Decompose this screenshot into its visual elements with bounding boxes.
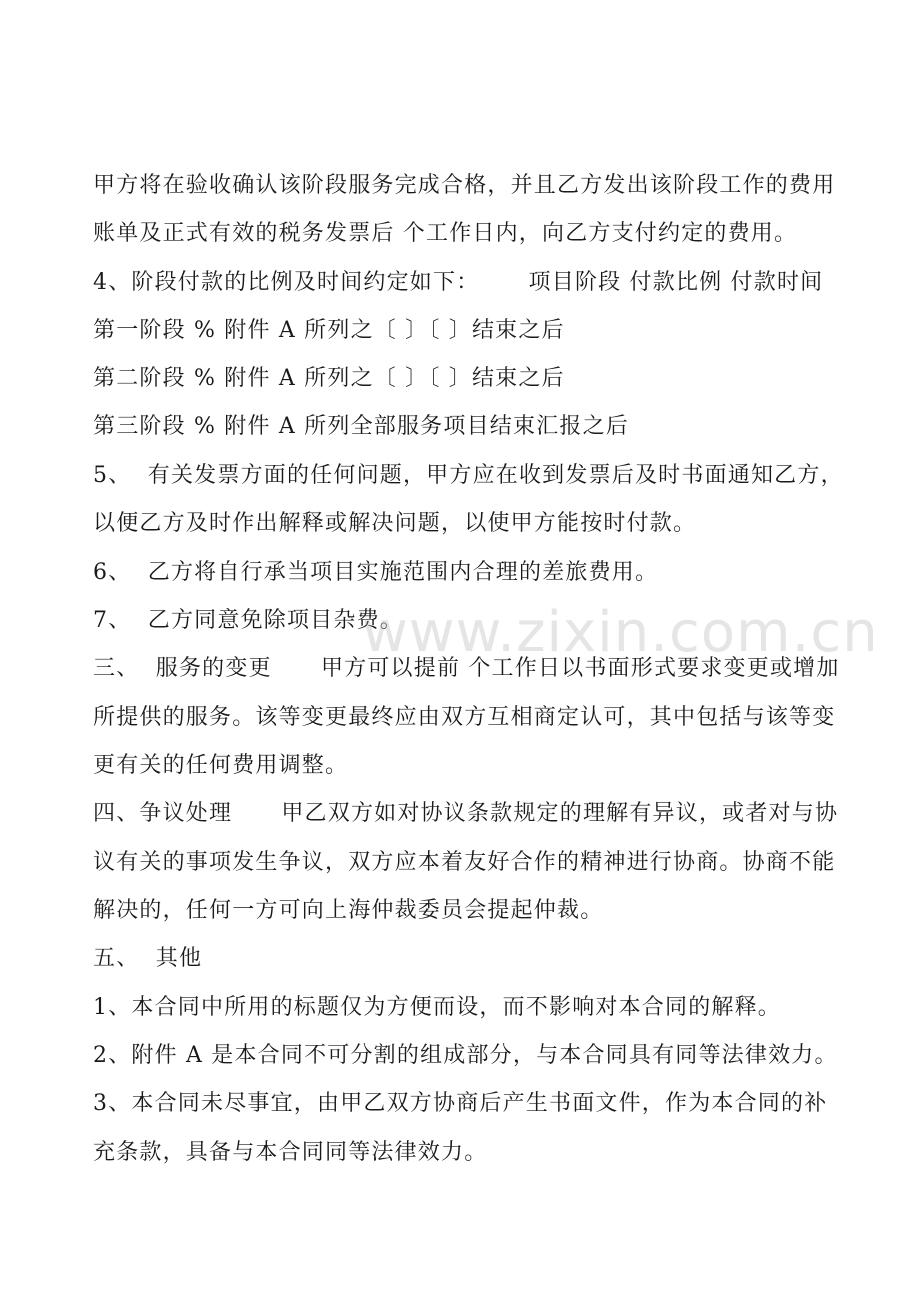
paragraph-line: 2、附件 A 是本合同不可分割的组成部分，与本合同具有同等法律效力。 [93, 1043, 838, 1068]
paragraph-line: 解决的，任何一方可向上海仲裁委员会提起仲裁。 [93, 898, 604, 923]
paragraph-line: 第三阶段 % 附件 A 所列全部服务项目结束汇报之后 [93, 414, 629, 439]
paragraph-line: 以便乙方及时作出解释或解决问题，以使甲方能按时付款。 [93, 511, 697, 536]
paragraph-line: 三、 服务的变更 甲方可以提前 个工作日以书面形式要求变更或增加 [93, 656, 840, 681]
paragraph-line: 甲方将在验收确认该阶段服务完成合格，并且乙方发出该阶段工作的费用 [93, 173, 836, 198]
paragraph-line: 账单及正式有效的税务发票后 个工作日内，向乙方支付约定的费用。 [93, 221, 798, 246]
paragraph-line: 3、本合同未尽事宜，由甲乙双方协商后产生书面文件，作为本合同的补 [93, 1091, 828, 1116]
paragraph-line: 第二阶段 % 附件 A 所列之〔 〕〔 〕结束之后 [93, 366, 565, 391]
paragraph-line: 6、 乙方将自行承当项目实施范围内合理的差旅费用。 [93, 560, 659, 585]
paragraph-line: 4、阶段付款的比例及时间约定如下： 项目阶段 付款比例 付款时间 [93, 270, 824, 295]
watermark: www.zixin.com.cn [362, 600, 879, 665]
paragraph-line: 五、 其他 [93, 946, 203, 971]
paragraph-line: 四、争议处理 甲乙双方如对协议条款规定的理解有异议，或者对与协 [93, 801, 839, 826]
paragraph-line: 所提供的服务。该等变更最终应由双方互相商定认可，其中包括与该等变 [93, 705, 836, 730]
paragraph-line: 更有关的任何费用调整。 [93, 753, 349, 778]
paragraph-line: 议有关的事项发生争议，双方应本着友好合作的精神进行协商。协商不能 [93, 850, 836, 875]
paragraph-line: 第一阶段 % 附件 A 所列之〔 〕〔 〕结束之后 [93, 318, 565, 343]
paragraph-line: 5、 有关发票方面的任何问题，甲方应在收到发票后及时书面通知乙方， [93, 463, 844, 488]
paragraph-line: 7、 乙方同意免除项目杂费。 [93, 608, 403, 633]
paragraph-line: 充条款，具备与本合同同等法律效力。 [93, 1140, 488, 1165]
paragraph-line: 1、本合同中所用的标题仅为方便而设，而不影响对本合同的解释。 [93, 995, 781, 1020]
